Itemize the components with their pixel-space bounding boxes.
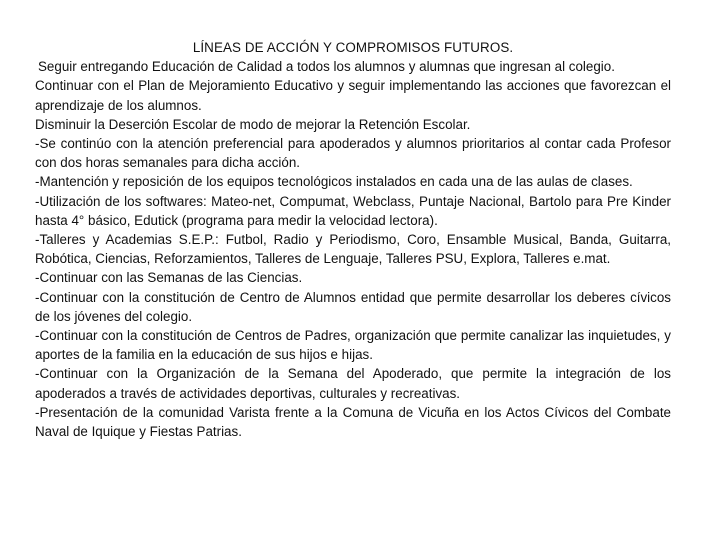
- paragraph-parents-center: -Continuar con la constitución de Centros de Padres, organización que permite canalizar las inquietudes, y aportes de la familia en la educación de sus hijos e hijas.: [35, 328, 671, 363]
- paragraph-civic-acts: -Presentación de la comunidad Varista frente a la Comuna de Vicuña en los Actos Cívicos del Combate Naval de Iquique y Fiestas Patrias.: [35, 404, 671, 440]
- paragraph-improvement-plan: Continuar con el Plan de Mejoramiento Educativo y seguir implementando las acciones que favorezcan el aprendizaje de los alumnos.: [35, 78, 671, 113]
- paragraph-guardian-week: -Continuar con la Organización de la Semana del Apoderado, que permite la integración de los apoderados a través de actividades deportivas, culturales y recreativas.: [35, 366, 671, 401]
- document-title: LÍNEAS DE ACCIÓN Y COMPROMISOS FUTUROS.: [192, 40, 514, 55]
- paragraph-workshops: -Talleres y Academias S.E.P.: Futbol, Radio y Periodismo, Coro, Ensamble Musical, Banda, Guitarra, Robótica, Ciencias, Reforzamientos, Talleres de Lenguaje, Talleres PSU, Explora, Talleres e.mat.: [35, 232, 671, 267]
- paragraph-quality-education: Seguir entregando Educación de Calidad a todos los alumnos y alumnas que ingresan al colegio.: [38, 59, 615, 75]
- paragraph-preferential-attention: -Se continúo con la atención preferencial para apoderados y alumnos prioritarios al contar cada Profesor con dos horas semanales para dicha acción.: [35, 136, 671, 171]
- paragraph-science-weeks: -Continuar con las Semanas de las Ciencias.: [35, 270, 303, 286]
- paragraph-student-center: -Continuar con la constitución de Centro de Alumnos entidad que permite desarrollar los deberes cívicos de los jóvenes del colegio.: [35, 289, 671, 324]
- document-page: [35, 38, 671, 441]
- paragraph-dropout: Disminuir la Deserción Escolar de modo de mejorar la Retención Escolar.: [35, 116, 471, 132]
- paragraph-software: -Utilización de los softwares: Mateo-net, Compumat, Webclass, Puntaje Nacional, Bartolo para Pre Kinder hasta 4° básico, Edutick (programa para medir la velocidad lectora).: [35, 193, 671, 228]
- paragraph-equipment: -Mantención y reposición de los equipos tecnológicos instalados en cada una de las aulas de clases.: [35, 174, 633, 190]
